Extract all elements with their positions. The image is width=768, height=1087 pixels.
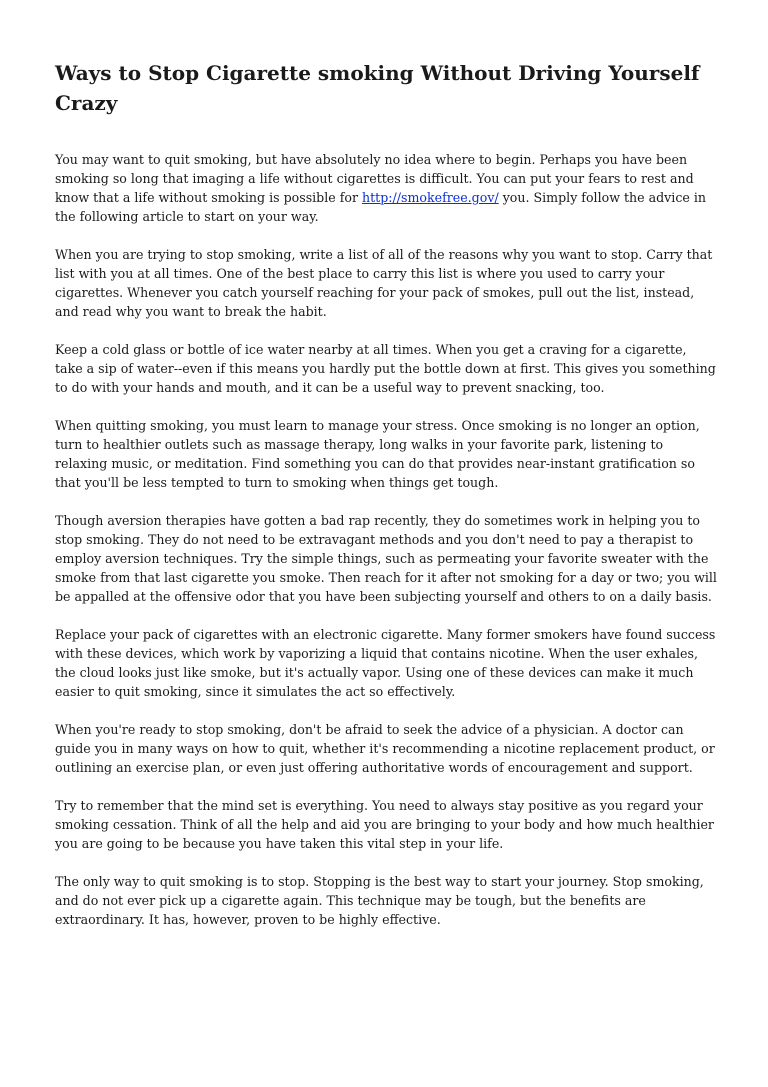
paragraph-manage-stress: When quitting smoking, you must learn to manage your stress. Once smoking is no longer an option, turn to healthier outlets such as massage therapy, long walks in your favorite park, listening to relaxing music, or meditation. Find something you can do that provides near-instant gratification so that you'll be less tempted to turn to smoking when things get tough.	[55, 418, 700, 490]
paragraph-mind-set: Try to remember that the mind set is everything. You need to always stay positive as you regard your smoking cessation. Think of all the help and aid you are bringing to your body and how much healthier you are going to be because you have taken this vital step in your life.	[55, 798, 714, 851]
intro-text-after-link: you. Simply follow the advice in the following article to start on your way.	[55, 190, 706, 224]
paragraph-ice-water: Keep a cold glass or bottle of ice water nearby at all times. When you get a craving for a cigarette, take a sip of water--even if this means you hardly put the bottle down at first. This gives you something to do with your hands and mouth, and it can be a useful way to prevent snacking, too.	[55, 342, 716, 395]
smokefree-link[interactable]: http://smokefree.gov/	[362, 190, 499, 205]
intro-paragraph	[55, 150, 717, 226]
paragraph-physician-advice: When you're ready to stop smoking, don't be afraid to seek the advice of a physician. A doctor can guide you in many ways on how to quit, whether it's recommending a nicotine replacement product, or outlining an exercise plan, or even just offering authoritative words of encouragement and support.	[55, 722, 715, 775]
paragraph-reasons-list: When you are trying to stop smoking, write a list of all of the reasons why you want to stop. Carry that list with you at all times. One of the best place to carry this list is where you used to carry your cigarettes. Whenever you catch yourself reaching for your pack of smokes, pull out the list, instead, and read why you want to break the habit.	[55, 247, 713, 319]
paragraph-aversion-therapy: Though aversion therapies have gotten a bad rap recently, they do sometimes work in helping you to stop smoking. They do not need to be extravagant methods and you don't need to pay a therapist to employ aversion techniques. Try the simple things, such as permeating your favorite sweater with the smoke from that last cigarette you smoke. Then reach for it after not smoking for a day or two; you will be appalled at the offensive odor that you have been subjecting yourself and others to on a daily basis.	[55, 513, 717, 604]
article	[55, 58, 717, 948]
article-title: Ways to Stop Cigarette smoking Without Driving Yourself Crazy	[55, 61, 700, 115]
intro-text-before-link: You may want to quit smoking, but have absolutely no idea where to begin. Perhaps you have been smoking so long that imaging a life without cigarettes is difficult. You can put your fears to rest and know that a life without smoking is possible for	[55, 152, 694, 205]
paragraph-electronic-cigarette: Replace your pack of cigarettes with an electronic cigarette. Many former smokers have found success with these devices, which work by vaporizing a liquid that contains nicotine. When the user exhales, the cloud looks just like smoke, but it's actually vapor. Using one of these devices can make it much easier to quit smoking, since it simulates the act so effectively.	[55, 627, 716, 699]
paragraph-only-way: The only way to quit smoking is to stop. Stopping is the best way to start your journey. Stop smoking, and do not ever pick up a cigarette again. This technique may be tough, but the benefits are extraordinary. It has, however, proven to be highly effective.	[55, 874, 704, 927]
